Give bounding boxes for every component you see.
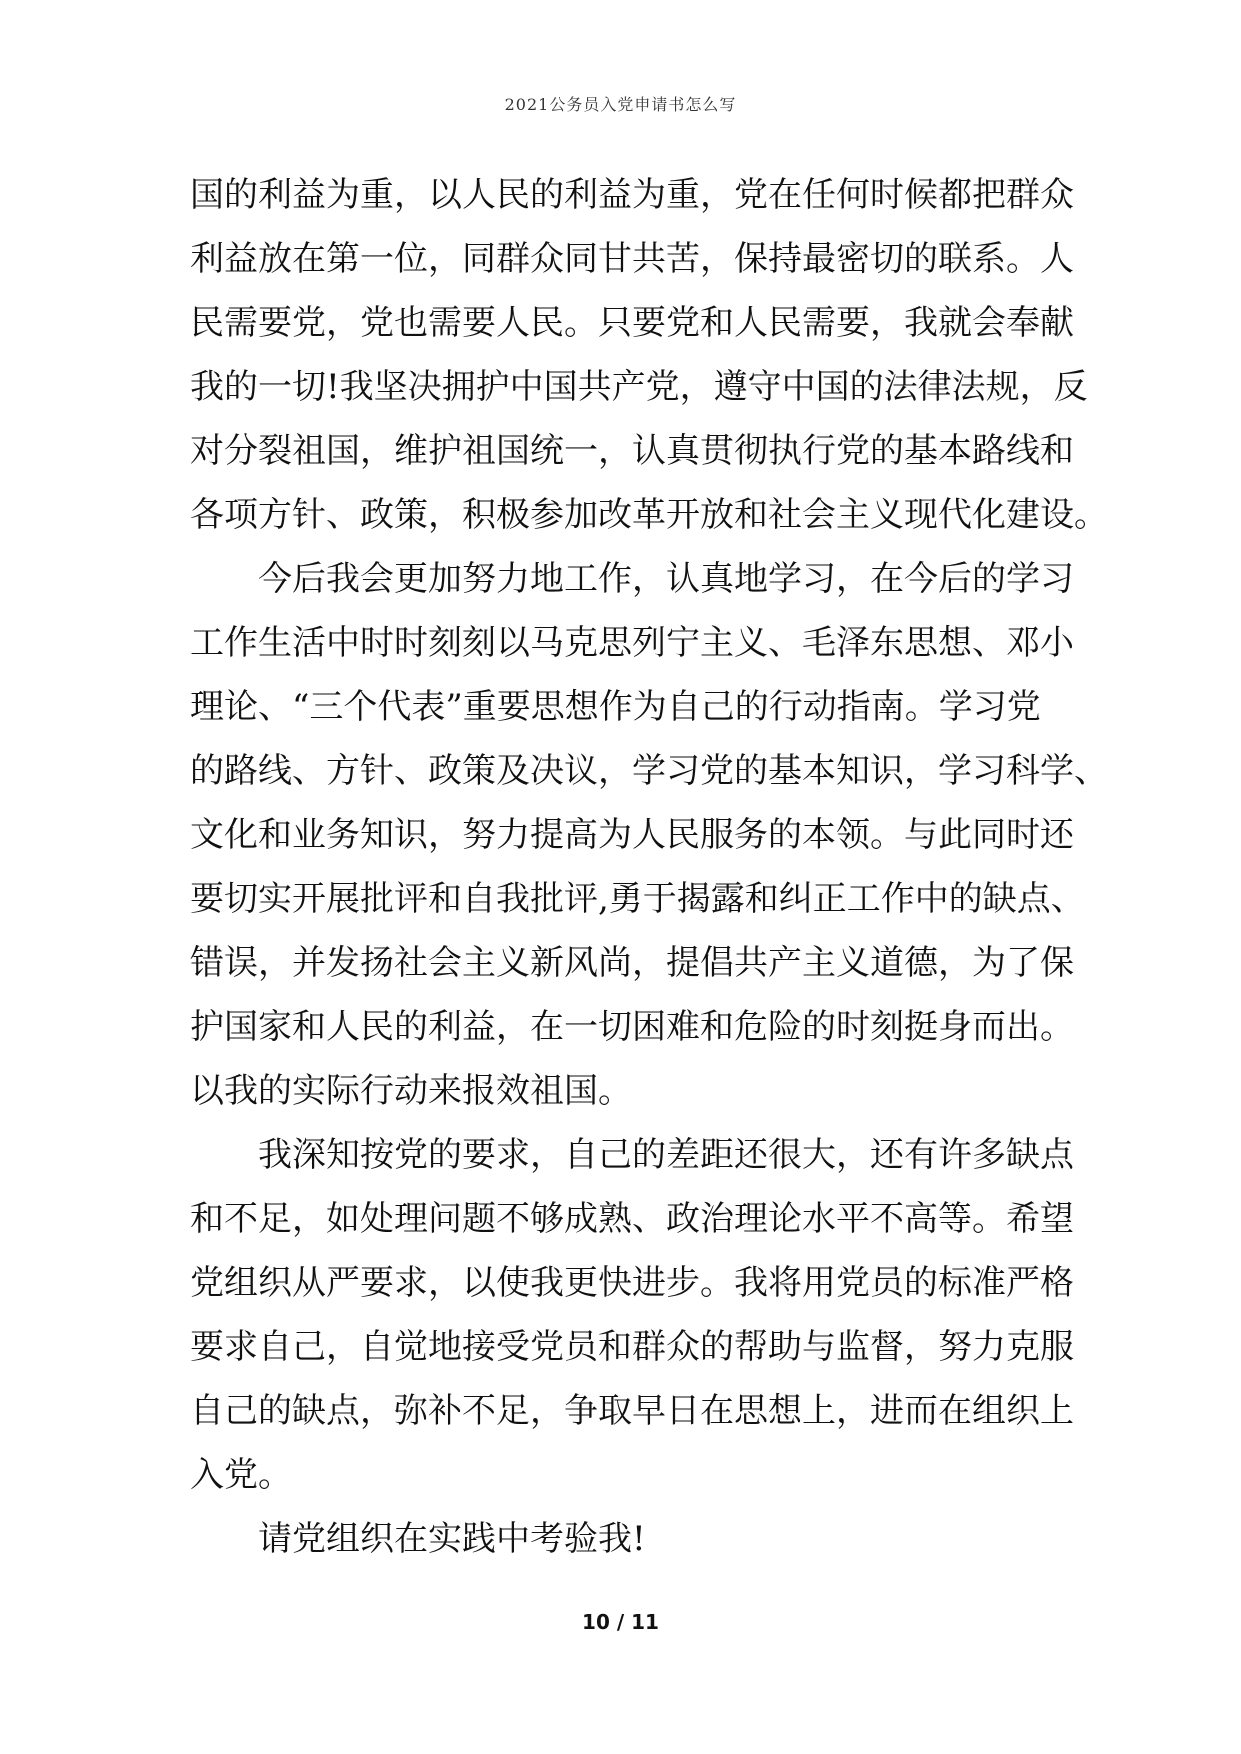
body-line: 各项方针、政策，积极参加改革开放和社会主义现代化建设。 (190, 495, 1108, 535)
body-line: 党组织从严要求，以使我更快进步。我将用党员的标准严格 (190, 1263, 1074, 1303)
body-line: 要求自己，自觉地接受党员和群众的帮助与监督，努力克服 (190, 1327, 1074, 1367)
body-line: 自己的缺点，弥补不足，争取早日在思想上，进而在组织上 (190, 1391, 1074, 1431)
body-line: 我的一切!我坚决拥护中国共产党，遵守中国的法律法规，反 (190, 367, 1088, 407)
paragraph-start-line: 今后我会更加努力地工作，认真地学习，在今后的学习 (258, 559, 1074, 599)
body-line: 国的利益为重，以人民的利益为重，党在任何时候都把群众 (190, 175, 1074, 215)
body-line: 以我的实际行动来报效祖国。 (190, 1071, 632, 1111)
body-line: 的路线、方针、政策及决议，学习党的基本知识，学习科学、 (190, 751, 1108, 791)
body-line: 要切实开展批评和自我批评,勇于揭露和纠正工作中的缺点、 (190, 879, 1085, 919)
body-line: 利益放在第一位，同群众同甘共苦，保持最密切的联系。人 (190, 239, 1074, 279)
paragraph-start-line: 请党组织在实践中考验我! (258, 1519, 646, 1559)
body-line: 理论、“三个代表”重要思想作为自己的行动指南。学习党 (190, 687, 1041, 727)
body-line: 护国家和人民的利益，在一切困难和危险的时刻挺身而出。 (190, 1007, 1074, 1047)
body-line: 工作生活中时时刻刻以马克思列宁主义、毛泽东思想、邓小 (190, 623, 1074, 663)
document-body (190, 163, 1108, 1571)
page-header: 2021公务员入党申请书怎么写 (504, 95, 737, 114)
body-line: 错误，并发扬社会主义新风尚，提倡共产主义道德，为了保 (190, 943, 1074, 983)
page-number: 10 / 11 (582, 1610, 659, 1634)
body-line: 文化和业务知识，努力提高为人民服务的本领。与此同时还 (190, 815, 1074, 855)
paragraph-start-line: 我深知按党的要求，自己的差距还很大，还有许多缺点 (258, 1135, 1074, 1175)
body-line: 入党。 (190, 1455, 292, 1495)
body-line: 民需要党，党也需要人民。只要党和人民需要，我就会奉献 (190, 303, 1074, 343)
body-line: 对分裂祖国，维护祖国统一，认真贯彻执行党的基本路线和 (190, 431, 1074, 471)
body-line: 和不足，如处理问题不够成熟、政治理论水平不高等。希望 (190, 1199, 1074, 1239)
